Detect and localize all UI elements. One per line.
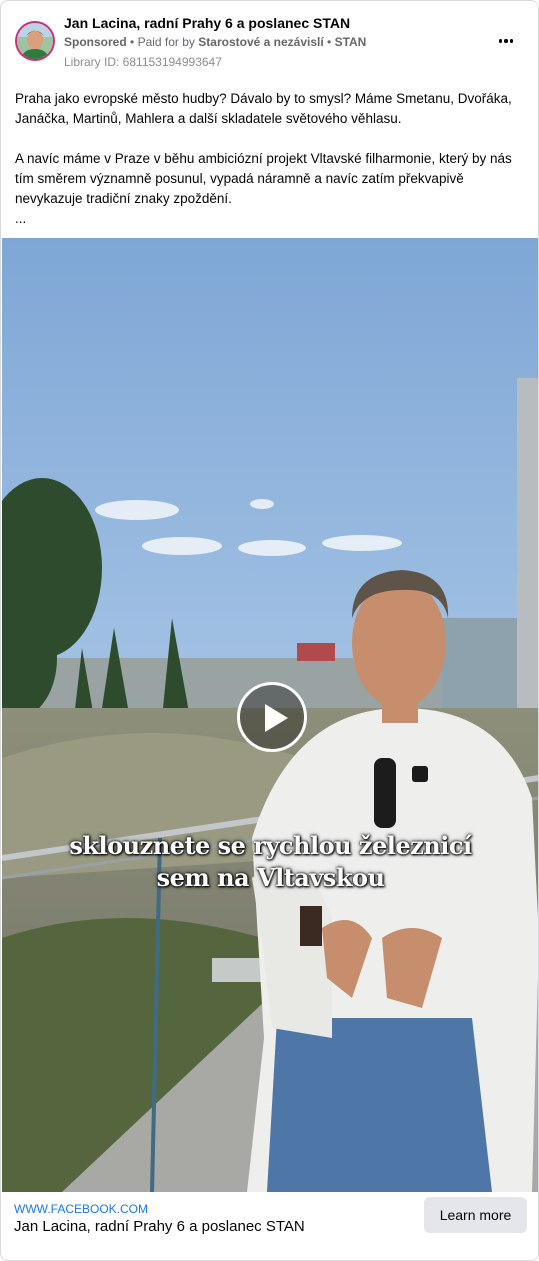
paid-for-prefix: Paid for by	[137, 35, 195, 49]
avatar-photo	[17, 23, 53, 59]
page-name[interactable]: Jan Lacina, radní Prahy 6 a poslanec STAN	[64, 15, 351, 31]
ad-header	[1, 1, 538, 81]
more-options-button[interactable]	[494, 31, 518, 51]
avatar[interactable]	[15, 21, 55, 61]
sponsored-meta	[64, 35, 366, 49]
caption-line: sklouznete se rychlou železnicí	[69, 831, 472, 860]
post-paragraph: Praha jako evropské město hudby? Dávalo by to smysl? Máme Smetanu, Dvořáka, Janáčka, Martinů, Mahlera a další skladatele světového věhlasu.	[15, 91, 512, 126]
more-horizontal-icon	[504, 39, 508, 43]
library-id: Library ID: 681153194993647	[64, 55, 222, 69]
video-player[interactable]	[2, 238, 539, 1192]
more-horizontal-icon	[499, 39, 503, 43]
building-edge	[517, 378, 539, 758]
link-title[interactable]: Jan Lacina, radní Prahy 6 a poslanec STAN	[14, 1218, 305, 1235]
link-domain[interactable]: WWW.FACEBOOK.COM	[14, 1202, 148, 1216]
play-icon	[265, 704, 288, 732]
learn-more-button[interactable]: Learn more	[424, 1197, 527, 1233]
play-button[interactable]	[237, 682, 307, 752]
sponsored-label: Sponsored	[64, 35, 127, 49]
post-text	[15, 89, 530, 229]
paid-for-suffix[interactable]: STAN	[334, 35, 367, 49]
video-caption	[2, 830, 539, 894]
billboard	[297, 643, 335, 661]
link-preview[interactable]	[2, 1192, 539, 1261]
paid-for-name[interactable]: Starostové a nezávislí	[198, 35, 324, 49]
post-paragraph: A navíc máme v Praze v běhu ambiciózní projekt Vltavské filharmonie, který by nás tím směrem významně posunul, vypadá náramně a navíc zatím překvapivě nevykazuje tradiční znaky zpoždění.	[15, 151, 512, 206]
caption-line: sem na Vltavskou	[156, 863, 385, 892]
see-more-ellipsis[interactable]: ...	[15, 211, 27, 226]
meta-separator: •	[130, 35, 135, 49]
building	[442, 618, 522, 708]
more-horizontal-icon	[510, 39, 514, 43]
meta-separator: •	[327, 35, 332, 49]
